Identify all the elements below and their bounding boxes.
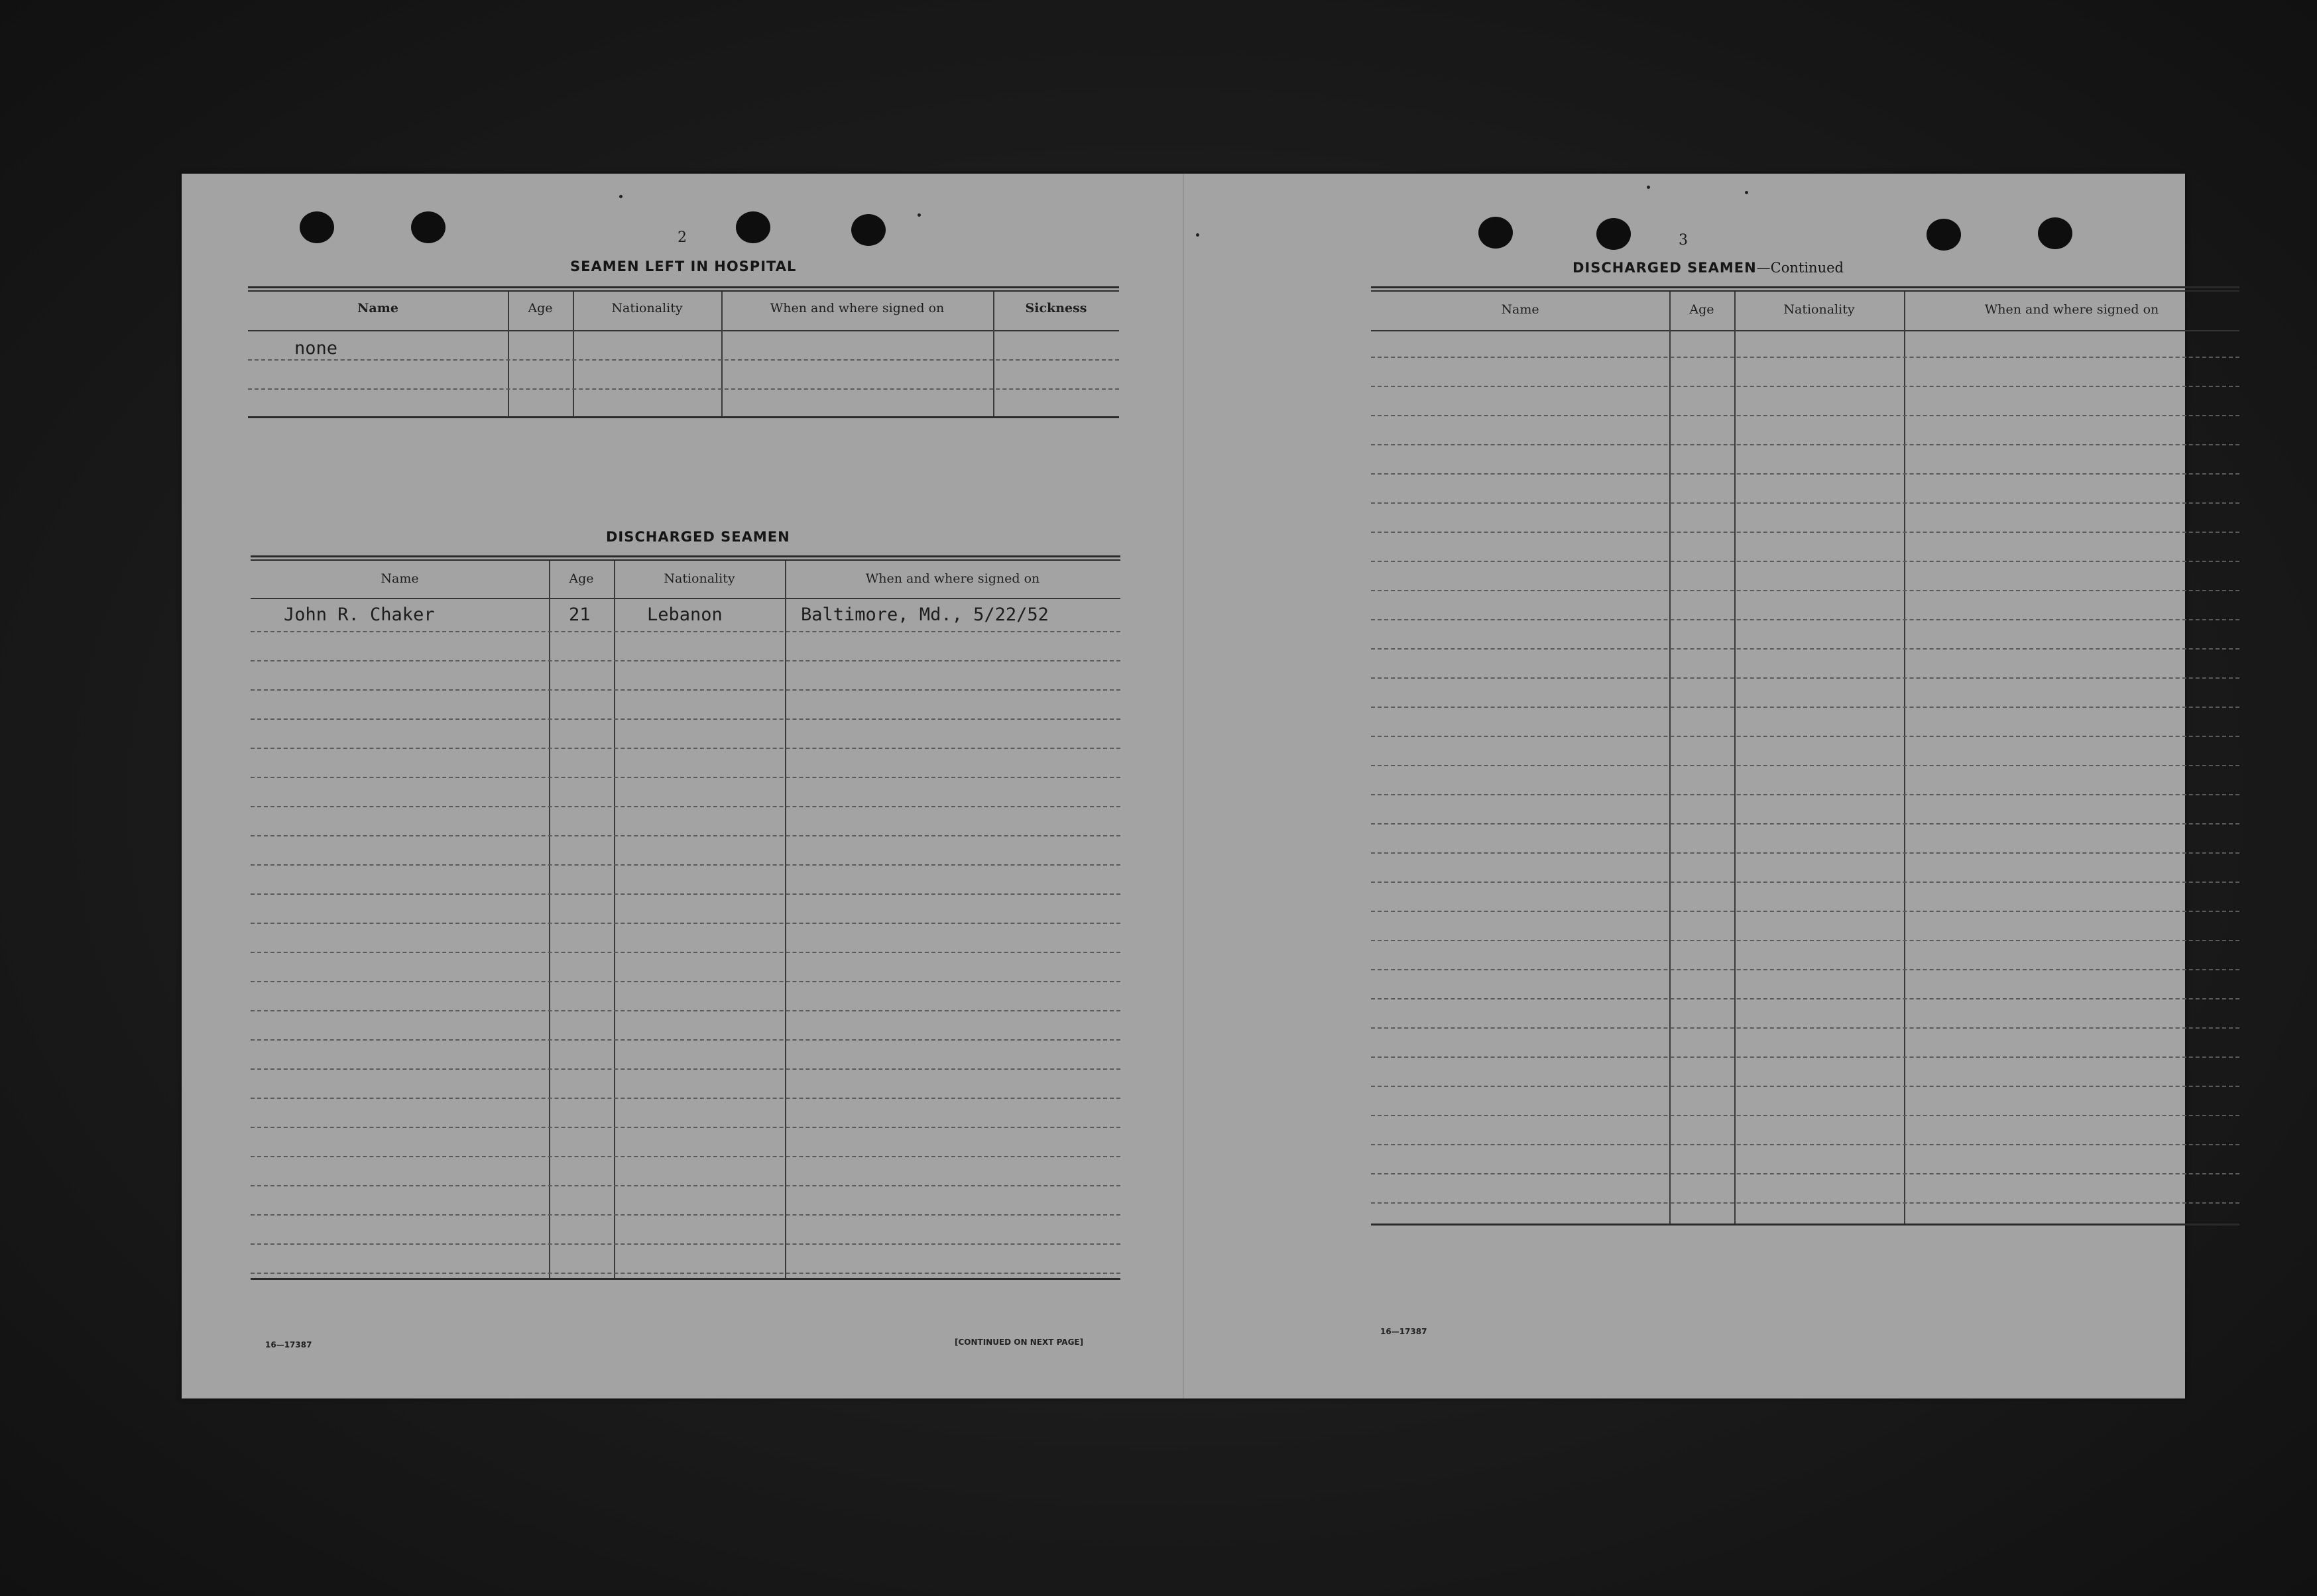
col-header-nationality: Nationality (611, 301, 683, 315)
row-line (248, 388, 1119, 390)
form-number: 16—17387 (1380, 1327, 1427, 1336)
row-line (251, 1010, 1120, 1011)
col-header-when-where: When and where signed on (865, 571, 1040, 586)
col-header-nationality: Nationality (664, 571, 735, 586)
row-line (1371, 1086, 2239, 1087)
right-page (1184, 174, 2185, 1398)
table-bottom-rule (1371, 1224, 2239, 1226)
discharged-row-signed-on: Baltimore, Md., 5/22/52 (801, 604, 1049, 625)
row-line (251, 864, 1120, 866)
row-line (251, 689, 1120, 691)
form-number: 16—17387 (265, 1340, 312, 1349)
row-line (1371, 707, 2239, 708)
discharged-continued-title-suffix: —Continued (1756, 260, 1844, 276)
column-rule (1669, 292, 1671, 1225)
table-header-rule (1371, 330, 2239, 331)
col-header-name: Name (381, 571, 419, 586)
column-rule (1734, 292, 1736, 1225)
column-rule (1904, 292, 1905, 1225)
hospital-section-title: SEAMEN LEFT IN HOSPITAL (570, 258, 797, 274)
row-line (1371, 882, 2239, 883)
row-line (1371, 357, 2239, 358)
row-line (1371, 940, 2239, 941)
hospital-table (248, 286, 1119, 419)
document-sheet (182, 174, 2185, 1398)
col-header-age: Age (569, 571, 594, 586)
row-line (248, 359, 1119, 361)
row-line (1371, 1027, 2239, 1029)
col-header-age: Age (528, 301, 553, 315)
row-line (251, 1127, 1120, 1128)
discharged-continued-table (1371, 286, 2239, 1227)
discharged-section-title: DISCHARGED SEAMEN (606, 529, 790, 545)
page-number: 3 (1679, 232, 1688, 249)
table-top-rule (1371, 286, 2239, 288)
row-line (1371, 648, 2239, 650)
row-line (251, 981, 1120, 982)
row-line (1371, 1144, 2239, 1145)
page-number: 2 (678, 229, 687, 246)
row-line (251, 1273, 1120, 1274)
discharged-continued-title (1573, 260, 1844, 276)
continued-note: [CONTINUED ON NEXT PAGE] (955, 1338, 1084, 1347)
col-header-sickness: Sickness (1025, 301, 1087, 315)
row-line (1371, 473, 2239, 475)
table-bottom-rule (251, 1278, 1120, 1280)
row-line (251, 923, 1120, 924)
col-header-when-where: When and where signed on (770, 301, 945, 315)
row-line (251, 806, 1120, 807)
row-line (251, 718, 1120, 720)
row-line (251, 777, 1120, 778)
row-line (1371, 1115, 2239, 1116)
col-header-name: Name (1501, 302, 1539, 317)
column-rule (614, 561, 615, 1278)
left-page (182, 174, 1183, 1398)
row-line (1371, 532, 2239, 533)
row-line (251, 893, 1120, 895)
col-header-nationality: Nationality (1783, 302, 1855, 317)
col-header-name: Name (357, 301, 398, 315)
row-line (1371, 1173, 2239, 1174)
row-line (1371, 415, 2239, 416)
row-line (1371, 736, 2239, 737)
table-top-rule (1371, 290, 2239, 292)
row-line (251, 1039, 1120, 1041)
row-line (251, 1214, 1120, 1216)
row-line (1371, 852, 2239, 854)
discharged-row-age: 21 (569, 604, 591, 625)
discharged-row-nationality: Lebanon (647, 604, 723, 625)
row-line (251, 1156, 1120, 1157)
table-top-rule (248, 286, 1119, 288)
row-line (251, 1068, 1120, 1070)
table-header-rule (251, 598, 1120, 599)
row-line (251, 660, 1120, 661)
table-top-rule (251, 559, 1120, 561)
row-line (1371, 765, 2239, 766)
table-top-rule (248, 290, 1119, 292)
row-line (1371, 998, 2239, 999)
discharged-table (251, 555, 1120, 1279)
row-line (1371, 969, 2239, 970)
column-rule (549, 561, 550, 1278)
col-header-when-where: When and where signed on (1984, 302, 2159, 317)
row-line (1371, 911, 2239, 912)
discharged-row-name: John R. Chaker (284, 604, 435, 625)
row-line (1371, 677, 2239, 679)
column-rule (785, 561, 786, 1278)
row-line (1371, 1202, 2239, 1204)
row-line (251, 835, 1120, 836)
row-line (251, 952, 1120, 953)
table-top-rule (251, 555, 1120, 557)
table-header-rule (248, 330, 1119, 331)
hospital-row-name: none (294, 338, 338, 359)
row-line (1371, 794, 2239, 795)
row-line (251, 631, 1120, 632)
row-line (251, 1243, 1120, 1245)
row-line (1371, 386, 2239, 387)
row-line (251, 1098, 1120, 1099)
col-header-age: Age (1689, 302, 1714, 317)
row-line (1371, 619, 2239, 620)
discharged-continued-title-main: DISCHARGED SEAMEN (1573, 260, 1757, 276)
row-line (251, 748, 1120, 749)
row-line (1371, 590, 2239, 591)
table-bottom-rule (248, 416, 1119, 418)
row-line (1371, 1056, 2239, 1058)
row-line (251, 1185, 1120, 1186)
row-line (1371, 823, 2239, 825)
row-line (1371, 561, 2239, 562)
row-line (1371, 502, 2239, 504)
row-line (1371, 444, 2239, 445)
